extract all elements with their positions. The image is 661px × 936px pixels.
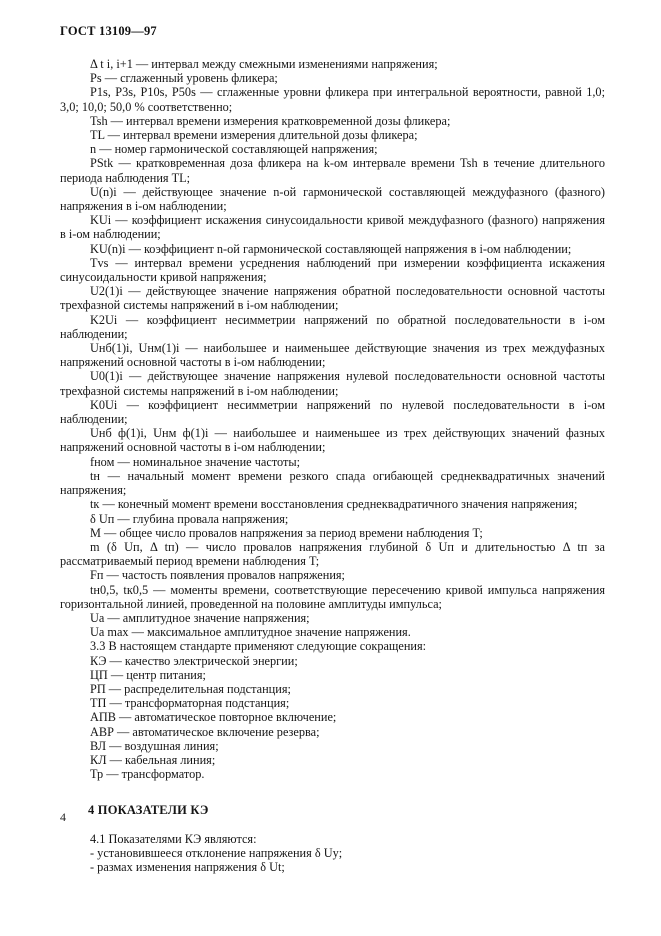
abbreviation-item: ЦП — центр питания; [90, 667, 206, 682]
definition-item: Fп — частость появления провалов напряжения; [90, 568, 345, 583]
definition-item: tн — начальный момент времени резкого спада огибающей среднеквадратичных значений напряжения; [60, 468, 605, 498]
definition-item: n — номер гармонической составляющей напряжения; [90, 142, 378, 157]
abbreviations-list [60, 654, 605, 782]
definition-item: P1s, P3s, P10s, P50s — сглаженные уровни фликера при интегральной вероятности, равной 1,0; 3,0; 10,0; 50,0 % соответственно; [60, 85, 605, 114]
definition-item: Tvs — интервал времени усреднения наблюдений при измерении коэффициента искажения синусоидальности кривой напряжения; [60, 255, 605, 285]
indicators-intro: 4.1 Показателями КЭ являются: [90, 831, 257, 846]
definition-item: fном — номинальное значение частоты; [90, 454, 301, 469]
definition-item: U(n)i — действующее значение n-ой гармонической составляющей междуфазного (фазного) напряжения в i-ом наблюдении; [60, 184, 605, 214]
abbreviation-item: КЛ — кабельная линия; [90, 752, 216, 767]
definition-item: Ua max — максимальное амплитудное значение напряжения. [90, 625, 411, 640]
definitions-list [60, 57, 605, 639]
page-body [60, 57, 605, 874]
abbreviation-item: ТП — трансформаторная подстанция; [90, 696, 290, 711]
abbreviation-item: АВР — автоматическое включение резерва; [90, 724, 320, 739]
abbreviation-item: ВЛ — воздушная линия; [90, 738, 219, 753]
abbreviation-item: Тр — трансформатор. [90, 767, 205, 782]
abbreviation-item: АПВ — автоматическое повторное включение; [90, 710, 337, 725]
definition-item: tк — конечный момент времени восстановления среднеквадратичного значения напряжения; [90, 497, 578, 512]
definition-item: Tsh — интервал времени измерения кратковременной дозы фликера; [90, 113, 451, 128]
definition-item: M — общее число провалов напряжения за период времени наблюдения T; [90, 525, 483, 540]
definition-item: PStk — кратковременная доза фликера на k-ом интервале времени Tsh в течение длительного периода наблюдения TL; [60, 156, 605, 185]
definition-item: δ Uп — глубина провала напряжения; [90, 511, 289, 526]
definition-item: Uнб(1)i, Uнм(1)i — наибольшее и наименьшее действующие значения из трех междуфазных напряжений основной частоты в i-ом наблюдении; [60, 341, 605, 370]
indicator-item: - размах изменения напряжения δ Ut; [90, 859, 285, 874]
definition-item: m (δ Uп, Δ tп) — число провалов напряжения глубиной δ Uп и длительностью Δ tп за рассматриваемый период времени наблюдения T; [60, 539, 605, 569]
definition-item: K2Ui — коэффициент несимметрии напряжений по обратной последовательности в i-ом наблюдении; [60, 312, 605, 341]
abbreviation-item: КЭ — качество электрической энергии; [90, 653, 298, 668]
abbreviation-item: РП — распределительная подстанция; [90, 681, 291, 696]
indicators-list [60, 846, 605, 874]
page-number: 4 [60, 810, 66, 824]
document-header: ГОСТ 13109—97 [60, 24, 157, 38]
definition-item: U2(1)i — действующее значение напряжения обратной последовательности основной частоты трехфазной системы напряжений в i-ом наблюдении; [60, 284, 605, 313]
section-heading: 4 ПОКАЗАТЕЛИ КЭ [88, 803, 209, 818]
definition-item: K0Ui — коэффициент несимметрии напряжений по нулевой последовательности в i-ом наблюдении; [60, 397, 605, 427]
definition-item: Δ t i, i+1 — интервал между смежными изменениями напряжения; [90, 57, 438, 71]
definition-item: Ps — сглаженный уровень фликера; [90, 71, 278, 86]
abbreviations-intro: 3.3 В настоящем стандарте применяют следующие сокращения: [90, 639, 427, 654]
indicator-item: - установившееся отклонение напряжения δ Uy; [90, 845, 343, 860]
definition-item: TL — интервал времени измерения длительной дозы фликера; [90, 128, 418, 143]
definition-item: Uнб ф(1)i, Uнм ф(1)i — наибольшее и наименьшее из трех действующих значений фазных напряжений основной частоты в i-ом наблюдении; [60, 426, 605, 455]
definition-item: KUi — коэффициент искажения синусоидальности кривой междуфазного (фазного) напряжения в i-ом наблюдении; [60, 213, 605, 242]
definition-item: Ua — амплитудное значение напряжения; [90, 610, 310, 625]
definition-item: tн0,5, tк0,5 — моменты времени, соответствующие пересечению кривой импульса напряжения горизонтальной линией, проведенной на половине амплитуды импульса; [60, 582, 605, 611]
definition-item: KU(n)i — коэффициент n-ой гармонической составляющей напряжения в i-ом наблюдении; [90, 241, 572, 256]
definition-item: U0(1)i — действующее значение напряжения нулевой последовательности основной частоты трехфазной системы напряжений в i-ом наблюдении; [60, 369, 605, 398]
